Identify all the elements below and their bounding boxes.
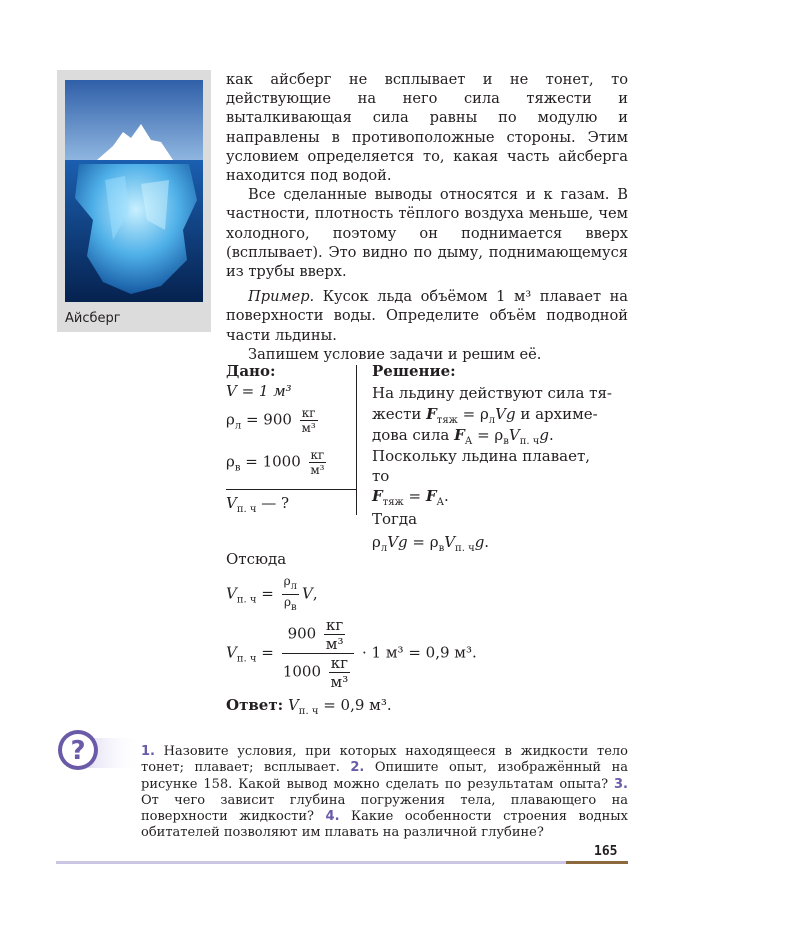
solution-line: Поскольку льдина плавает, xyxy=(372,447,591,465)
main-text xyxy=(226,70,628,364)
unit-fraction: $\frac{кг}{\text{м³}}$ xyxy=(301,406,316,435)
solution-line: Тогда xyxy=(372,510,418,528)
figure-caption: Айсберг xyxy=(65,311,121,326)
given-rho-water xyxy=(226,448,329,477)
unit-fraction: $\frac{кг}{\text{м³}}$ xyxy=(310,448,325,477)
solution-line: дова сила $F_А = \rho_вV_{п. ч}g$. xyxy=(372,426,554,447)
example-label: Пример. xyxy=(248,288,315,306)
given-find: $V_{п. ч}$ — ? xyxy=(226,494,290,515)
page-number: 165 xyxy=(594,844,618,859)
paragraph: Запишем условие задачи и решим её. xyxy=(248,345,542,363)
solution-line: $\rho_лVg = \rho_вV_{п. ч}g$. xyxy=(372,533,490,554)
rho-ratio: $\frac{\rho_л}{\rho_в}$ xyxy=(283,574,298,613)
rho-sub: л xyxy=(234,420,242,432)
rho-symbol: ρ xyxy=(226,452,235,471)
questions-block: 1. Назовите условия, при которых находящееся в жидкости тело тонет; плавает; всплывает. 2. Опишите опыт, изображённый на рисунке 158. Какой вывод можно сделать по результатам опыта? 3. От чего зависит глубина погружения тела, плавающего на поверхности жидкости? 4. Какие особенности строения водных обитателей позволяют им плавать на различной глубине? xyxy=(141,744,629,841)
rho-sub: в xyxy=(234,462,241,474)
answer-line: Ответ: $V_{п. ч} = 0,9$ м³. xyxy=(226,696,392,717)
rho-value: = 900 xyxy=(241,410,292,429)
solution-title: Решение: xyxy=(372,362,456,380)
numeric-fraction: 900 $\frac{кг}{\text{м³}}$ 1000 $\frac{кг}{\text{м³}}$ xyxy=(282,616,355,691)
given-volume: V = 1 м³ xyxy=(226,382,292,400)
rho-symbol: ρ xyxy=(226,410,235,429)
solution-line: $F_{тяж} = F_А$. xyxy=(372,487,449,508)
given-title: Дано: xyxy=(226,362,276,380)
derivation-otsyuda: Отсюда xyxy=(226,550,287,568)
solution-line: жести $F_{тяж} = \rho_лVg$ и архиме- xyxy=(372,405,598,426)
formula-ratio: $V_{п. ч}$ = $\frac{\rho_л}{\rho_в}$ V, xyxy=(226,574,318,613)
rho-value: = 1000 xyxy=(240,452,301,471)
figure-panel xyxy=(57,70,211,332)
paragraph: как айсберг не всплывает и не тонет, то действующие на него сила тяжести и выталкивающая сила равны по модулю и направлены в противоположные стороны. Этим условием определяется то, какая часть айсберга находится под водой. xyxy=(226,71,628,185)
example-text: Кусок льда объёмом 1 м³ плавает на поверхности воды. Определите объём подводной части льдины. xyxy=(226,288,628,344)
footer-rule xyxy=(56,861,566,864)
example-paragraph xyxy=(226,287,628,345)
iceberg-image xyxy=(65,80,203,302)
formula-numeric: $V_{п. ч}$ = 900 $\frac{кг}{\text{м³}}$ 1000 $\frac{кг}{\text{м³}}$ · 1 м³ = 0,9 м³. xyxy=(226,616,477,691)
paragraph: Все сделанные выводы относятся и к газам. В частности, плотность тёплого воздуха меньше, чем холодного, поэтому он поднимается вверх (всплывает). Это видно по дыму, поднимающемуся из трубы вверх. xyxy=(226,186,628,281)
given-rho-ice xyxy=(226,406,321,435)
question-icon xyxy=(56,728,142,776)
solution-line: то xyxy=(372,467,390,485)
svg-text:?: ? xyxy=(70,736,86,766)
given-divider xyxy=(226,489,356,490)
solution-line: На льдину действуют сила тя- xyxy=(372,384,612,402)
footer-rule-accent xyxy=(566,861,628,864)
given-solution-separator xyxy=(356,365,357,515)
